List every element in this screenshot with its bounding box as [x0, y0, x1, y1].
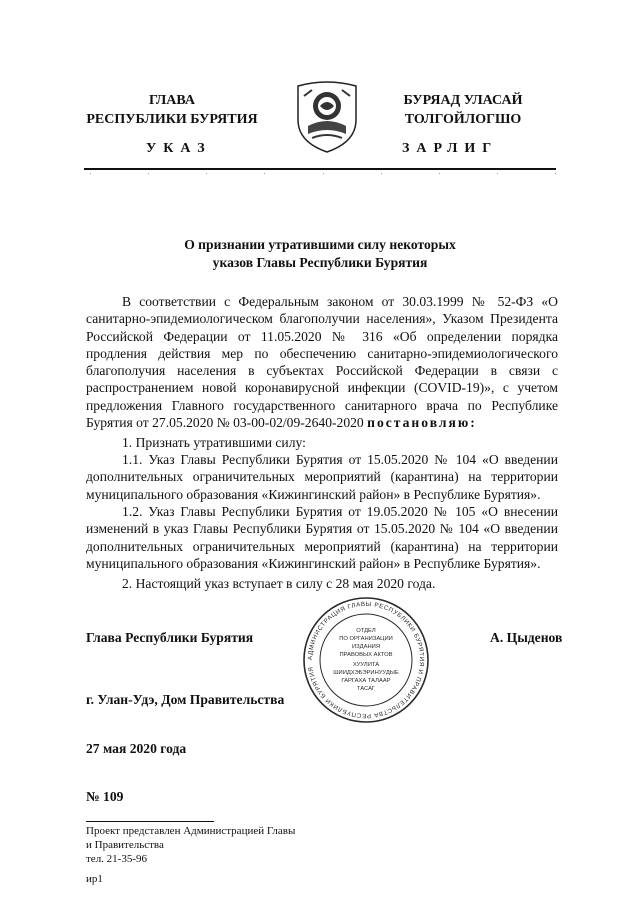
decree-number: № 109 — [86, 789, 124, 804]
seal-ring-text: АДМИНИСТРАЦИЯ ГЛАВЫ РЕСПУБЛИКИ БУРЯТИЯ И ПРАВИТЕЛЬСТВА РЕСПУБЛИКИ БУРЯТИЯ — [306, 600, 426, 720]
title-line1: О признании утратившими силу некоторых — [184, 237, 456, 252]
seal-line3: ИЗДАНИЯ — [352, 644, 380, 650]
header-right-line1: БУРЯАД УЛАСАЙ — [403, 93, 523, 108]
place-of-signing: г. Улан-Удэ, Дом Правительства — [86, 692, 285, 707]
header-left-line1: ГЛАВА — [149, 93, 195, 108]
footer-line2: и Правительства — [86, 839, 164, 851]
item-1: 1. Признать утратившими силу: — [122, 435, 306, 450]
seal-line4: ПРАВОВЫХ АКТОВ — [339, 652, 393, 658]
title-line2: указов Главы Республики Бурятия — [212, 255, 428, 270]
seal-line7: ГАРГАХА ТАЛААР — [341, 678, 391, 684]
seal-line5: ХУУЛИТА — [352, 662, 380, 668]
header-right-line2: ТОЛГОЙЛОГШО — [404, 112, 522, 127]
svg-text:АДМИНИСТРАЦИЯ ГЛАВЫ РЕСПУБЛИКИ — [307, 601, 425, 719]
header-left-line2: РЕСПУБЛИКИ БУРЯТИЯ — [86, 112, 258, 127]
seal-line8: ТАСАГ — [356, 686, 376, 692]
kind-ukaz: УКАЗ — [146, 141, 212, 156]
item-2: 2. Настоящий указ вступает в силу с 28 мая 2020 года. — [122, 576, 436, 591]
seal-line1: ОТДЕЛ — [356, 628, 376, 634]
document-title — [84, 236, 556, 272]
seal-line2: ПО ОРГАНИЗАЦИИ — [339, 636, 393, 642]
preamble-text: В соответствии с Федеральным законом от 30.03.1999 № 52-ФЗ «О санитарно-эпидемиологическом благополучии населения», Указом Президента Российской Федерации от 11.05.2020 № 316 «Об определении порядка продления действия мер по обеспечению санитарно-эпидемиологического благополучия населения в субъектах Российской Федерации в связи с распространением новой коронавирусной инфекции (COVID-19)», с учетом предложения Главного государственного санитарного врача по Республике Бурятия от 27.05.2020 № 03-00-02/09-2640-2020 — [86, 294, 558, 431]
seal-line6: ШИИДХЭБЭРИНУУДЫЕ — [333, 670, 399, 676]
footer-block — [86, 824, 295, 886]
preamble-paragraph — [86, 293, 558, 431]
kind-zarlig: ЗАРЛИГ — [402, 141, 499, 156]
resolve-word: постановляю: — [367, 415, 477, 431]
footer-line4: ир1 — [86, 873, 103, 885]
footer-line3: тел. 21-35-96 — [86, 853, 148, 865]
official-seal-stamp — [300, 594, 432, 726]
signing-date: 27 мая 2020 года — [86, 741, 187, 756]
header-right — [368, 91, 558, 129]
item-1-1: 1.1. Указ Главы Республики Бурятия от 15.05.2020 № 104 «О введении дополнительных ограничительных мероприятий (карантина) на территории муниципального образования «Кижингинский район» в Республике Бурятия». — [86, 452, 558, 502]
header-left — [78, 91, 266, 129]
signature-position: Глава Республики Бурятия — [86, 630, 254, 645]
header-dot-row — [90, 173, 556, 179]
footer-divider — [86, 821, 214, 822]
coat-of-arms-emblem — [290, 76, 364, 156]
header-divider — [84, 168, 556, 170]
footer-line1: Проект представлен Администрацией Главы — [86, 825, 296, 837]
signature-name: А. Цыденов — [490, 630, 563, 645]
item-1-2: 1.2. Указ Главы Республики Бурятия от 19.05.2020 № 105 «О внесении изменений в указ Главы Республики Бурятия от 15.05.2020 № 104 «О введении дополнительных ограничительных мероприятий (карантина) на территории муниципального образования «Кижингинский район» в Республике Бурятия». — [86, 504, 558, 571]
